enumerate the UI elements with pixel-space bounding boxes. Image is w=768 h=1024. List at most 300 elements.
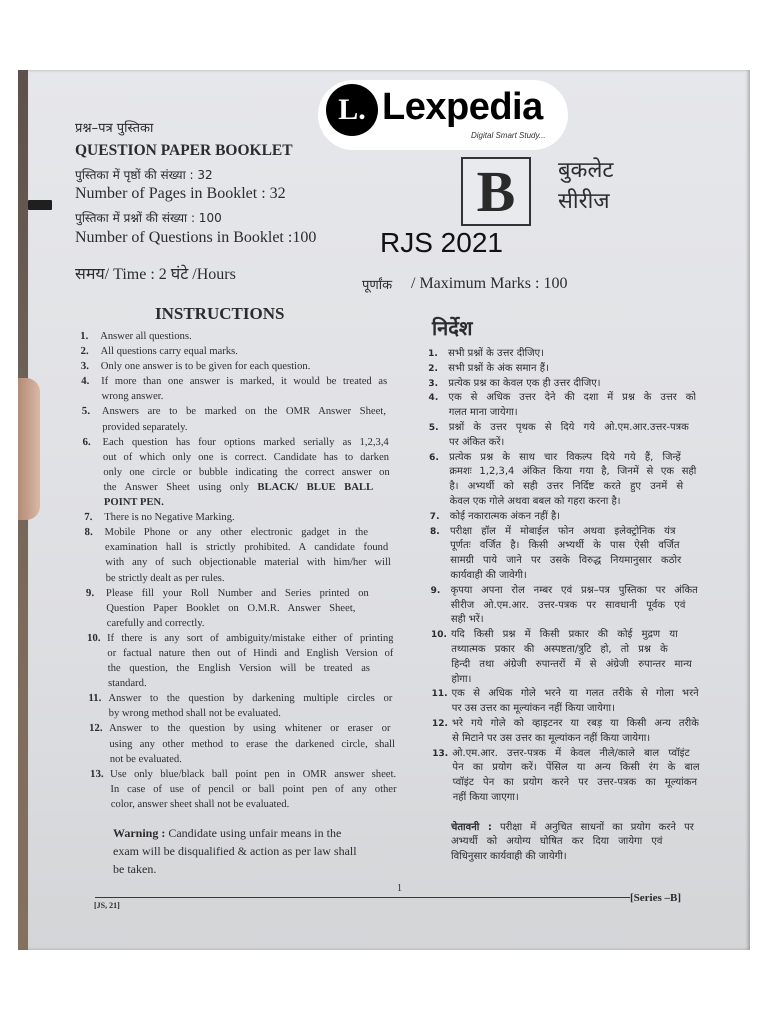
paper-code: [JS, 21] — [94, 901, 120, 910]
page-count-hindi: पुस्तिका में पृष्ठों की संख्या : 32 — [75, 168, 213, 182]
instruction-text — [102, 404, 389, 434]
series-letter-box: B — [461, 157, 531, 226]
instruction-hindi-number: 13. — [432, 748, 449, 759]
instruction-item — [81, 359, 387, 374]
instruction-number: 8. — [84, 525, 93, 538]
instruction-hindi-text — [448, 361, 695, 376]
instruction-segment: using any other method to erase the darkened circle, shall — [109, 738, 396, 750]
instruction-line — [102, 404, 388, 419]
exam-name: RJS 2021 — [380, 227, 503, 258]
instruction-hindi-segment: एक से अधिक गोले भरने या गलत तरीके से गोला भरने — [451, 687, 699, 699]
instruction-hindi-segment: सीरीज ओ.एम.आर. उत्तर-पत्रक पर सावधानी पूर्वक एवं — [450, 599, 686, 611]
instruction-hindi-item — [429, 421, 696, 451]
instruction-segment: Only one answer is to be given for each question. — [100, 360, 311, 372]
instruction-hindi-line-text — [452, 687, 699, 702]
instruction-hindi-line — [450, 569, 697, 584]
warning-hindi-line — [451, 821, 694, 836]
instruction-line — [103, 464, 389, 479]
instruction-hindi-line-text — [452, 746, 689, 761]
instruction-hindi-line-text — [451, 672, 471, 687]
instruction-hindi-line — [448, 376, 695, 391]
instruction-hindi-segment: प्रत्येक प्रश्न का केवल एक ही उत्तर दीजिए। — [448, 377, 601, 389]
warning-line-text — [113, 842, 357, 860]
instruction-hindi-segment: केवल एक गोले अथवा बबल को गहरा करना है। — [449, 495, 621, 507]
instruction-hindi-line — [450, 583, 697, 598]
instruction-text — [102, 434, 390, 509]
instruction-item — [82, 404, 389, 434]
instruction-hindi-item — [432, 746, 700, 805]
instruction-text — [107, 630, 394, 690]
instruction-hindi-line — [449, 421, 696, 436]
instruction-number: 2. — [80, 344, 89, 357]
instruction-item — [88, 691, 395, 721]
instruction-text — [104, 525, 391, 585]
instruction-hindi-line-text — [449, 406, 518, 421]
instruction-hindi-segment: ओ.एम.आर. उत्तर-पत्रक में केवल नीले/काले बाल प्वॉइंट — [452, 747, 690, 759]
instruction-line — [101, 389, 387, 404]
instruction-hindi-line-text — [448, 376, 600, 391]
instruction-hindi-line — [449, 406, 696, 421]
instruction-hindi-line-text — [449, 435, 504, 450]
instruction-hindi-segment: कोई नकारात्मक अंकन नहीं है। — [449, 510, 561, 522]
instruction-line — [106, 600, 392, 615]
question-count-hindi: पुस्तिका में प्रश्नों की संख्या : 100 — [75, 211, 222, 225]
instruction-segment: POINT PEN. — [103, 496, 164, 508]
instruction-number: 3. — [80, 359, 90, 372]
instruction-hindi-line-text — [448, 391, 695, 406]
instruction-segment: only one circle or bubble indicating the correct answer on — [103, 466, 390, 478]
instruction-segment: be strictly dealt as per rules. — [105, 572, 225, 583]
instruction-hindi-segment: कृपया अपना रोल नम्बर एवं प्रश्न–पत्र पुस्तिका पर अंकित — [450, 584, 698, 596]
instruction-line — [103, 479, 389, 494]
instruction-hindi-line — [450, 539, 697, 554]
instruction-line-text — [109, 736, 395, 751]
warning-line — [113, 824, 381, 842]
instruction-hindi-line-text — [449, 465, 696, 480]
instruction-line-text — [103, 464, 389, 479]
instruction-hindi-line — [453, 791, 700, 806]
instruction-hindi-item — [430, 524, 698, 583]
instruction-item — [84, 525, 391, 585]
instruction-hindi-segment: भरे गये गोले को व्हाइटनर या रबड़ या किसी अन्य तरीके — [451, 717, 699, 729]
instruction-hindi-line-text — [448, 347, 544, 362]
question-count: Number of Questions in Booklet :100 — [75, 229, 317, 246]
instruction-line — [105, 555, 391, 570]
warning-hindi-line — [451, 850, 694, 865]
instruction-hindi-line-text — [451, 598, 686, 613]
instruction-line-text — [102, 434, 388, 449]
instruction-hindi-line — [452, 776, 699, 791]
instruction-number: 6. — [82, 435, 91, 448]
warning-hindi-line — [451, 835, 694, 850]
instruction-hindi-text — [450, 509, 697, 524]
instruction-line-text — [100, 344, 238, 359]
series-label-hindi-line1: बुकलेट — [558, 158, 614, 183]
instruction-hindi-segment: से मिटाने पर उस उत्तर का मूल्यांकन नहीं किया जायेगा। — [452, 732, 651, 744]
instruction-line-text — [101, 389, 163, 404]
instruction-hindi-item — [430, 583, 697, 627]
instruction-item — [81, 374, 388, 404]
holding-thumb — [18, 378, 40, 520]
instruction-line-text — [107, 630, 393, 645]
warning-note — [113, 824, 381, 878]
instruction-segment: BLACK/ BLUE BALL — [257, 481, 374, 493]
warning-hindi-segment: विधिनुसार कार्यवाही की जायेगी। — [451, 850, 567, 862]
instruction-line-text — [110, 751, 182, 766]
instruction-item — [80, 329, 386, 344]
instruction-line-text — [102, 419, 188, 434]
instruction-hindi-line-text — [450, 524, 676, 539]
warning-line-text — [113, 824, 341, 842]
instruction-line — [108, 691, 394, 706]
instruction-line — [105, 540, 391, 555]
warning-hindi-segment: अभ्यर्थी को अयोग्य घोषित कर दिया जायेगा एवं — [451, 836, 663, 848]
instruction-hindi-line — [448, 391, 695, 406]
instruction-line-text — [110, 766, 396, 781]
max-marks-hindi: पूर्णांक — [362, 278, 393, 293]
instruction-line — [107, 630, 393, 645]
time-limit: समय/ Time : 2 घंटे /Hours — [75, 266, 236, 283]
instruction-segment: with any of such objectionable material with him/her will — [105, 556, 392, 568]
instruction-line — [109, 706, 395, 721]
instruction-segment: or factual nature then out of Hindi and English Version of — [107, 647, 394, 659]
instruction-hindi-segment: सभी प्रश्नों के उत्तर दीजिए। — [448, 347, 544, 359]
instruction-hindi-number: 4. — [428, 392, 439, 403]
instruction-hindi-line-text — [450, 509, 560, 524]
instruction-hindi-segment: होगा। — [451, 673, 472, 685]
instruction-item — [86, 585, 393, 630]
instruction-hindi-number: 2. — [428, 363, 438, 374]
instruction-number: 13. — [89, 767, 104, 780]
instruction-line — [107, 615, 393, 630]
instruction-hindi-text — [452, 717, 699, 747]
instruction-segment: Answer all questions. — [100, 330, 192, 342]
instruction-hindi-line-text — [450, 539, 680, 554]
instruction-hindi-segment: प्वॉइंट पेन का प्रयोग करने पर उत्तर-पत्रक का मूल्यांकन — [452, 776, 698, 788]
instruction-text — [101, 374, 388, 404]
instruction-number: 1. — [80, 329, 89, 342]
instruction-line — [101, 374, 387, 389]
instruction-segment: the question, the English Version will be treated as — [107, 662, 371, 674]
instruction-hindi-segment: पूर्णतः वर्जित है। किसी अभ्यर्थी के पास ऐसी वर्जित — [450, 539, 680, 551]
instruction-segment: If there is any sort of ambiguity/mistake either of printing — [106, 632, 394, 644]
instructions-list-hindi — [428, 347, 700, 806]
instruction-line — [106, 585, 392, 600]
instruction-item — [80, 344, 386, 359]
instruction-hindi-line-text — [451, 657, 692, 672]
instruction-text — [101, 359, 387, 374]
instruction-text — [109, 721, 396, 766]
instruction-hindi-segment: पेन का प्रयोग करें। पेंसिल या अन्य किसी रंग के बाल — [452, 761, 700, 773]
instruction-line-text — [106, 585, 369, 600]
instruction-line-text — [107, 645, 393, 660]
instruction-text — [104, 510, 390, 525]
instruction-hindi-segment: है। अभ्यर्थी को सही उत्तर निर्दिष्ट करते हुए उनमें से — [449, 480, 684, 492]
warning-line — [113, 842, 381, 860]
instruction-line-text — [108, 691, 392, 706]
instruction-line — [111, 796, 397, 811]
instruction-segment: out of which only one is correct. Candidate has to darken — [102, 451, 390, 463]
booklet-title-hindi: प्रश्न–पत्र पुस्तिका — [75, 121, 154, 136]
instruction-hindi-line-text — [450, 554, 681, 569]
warning-segment: Candidate using unfair means in the — [165, 826, 342, 840]
instruction-hindi-item — [428, 361, 695, 376]
booklet-title: QUESTION PAPER BOOKLET — [75, 142, 293, 159]
instruction-hindi-segment: पर उस उत्तर का मूल्यांकन नहीं किया जायेगा। — [451, 702, 615, 714]
warning-segment: be taken. — [113, 862, 157, 876]
instruction-hindi-segment: एक से अधिक उत्तर देने की दशा में प्रश्न के उत्तर को — [448, 391, 696, 403]
instruction-hindi-segment: सभी प्रश्नों के अंक समान हैं। — [448, 362, 549, 374]
instruction-hindi-number: 9. — [430, 585, 441, 596]
instruction-line — [110, 766, 396, 781]
instruction-line — [101, 359, 387, 374]
instruction-hindi-line — [452, 702, 699, 717]
instruction-hindi-text — [451, 628, 699, 687]
instruction-hindi-number: 1. — [428, 348, 438, 359]
instruction-hindi-segment: कार्यवाही की जावेगी। — [450, 569, 527, 581]
instruction-text — [100, 344, 386, 359]
instruction-line-text — [106, 600, 355, 615]
instruction-line — [109, 721, 395, 736]
instruction-line-text — [105, 540, 389, 555]
instruction-line — [104, 495, 390, 510]
instruction-item — [90, 766, 397, 811]
instruction-hindi-segment: यदि किसी प्रश्न में किसी प्रकार की कोई मुद्रण या — [450, 628, 678, 640]
page-number: 1 — [397, 883, 402, 894]
warning-hindi-segment: चेतावनी : — [451, 821, 492, 833]
warning-note-hindi — [451, 821, 694, 865]
binder-tab — [28, 200, 52, 210]
instruction-hindi-number: 5. — [428, 422, 439, 433]
instruction-hindi-number: 12. — [431, 718, 448, 729]
instruction-line-text — [103, 479, 373, 494]
instruction-line-text — [108, 661, 371, 676]
instruction-hindi-item — [429, 450, 697, 509]
instruction-hindi-line-text — [448, 361, 549, 376]
series-label-hindi-line2: सीरीज — [558, 189, 610, 214]
instruction-segment: Answer to the question by darkening multiple circles or — [108, 692, 393, 704]
instruction-line — [104, 525, 390, 540]
instruction-hindi-segment: नहीं किया जाएगा। — [452, 791, 519, 803]
instruction-line-text — [105, 570, 224, 585]
instruction-text — [110, 766, 397, 811]
instruction-hindi-text — [448, 347, 695, 362]
instruction-hindi-segment: पर अंकित करें। — [448, 436, 505, 448]
instruction-hindi-line — [452, 687, 699, 702]
instruction-segment: All questions carry equal marks. — [100, 345, 239, 357]
instruction-segment: carefully and correctly. — [106, 617, 205, 629]
instruction-hindi-line — [452, 761, 699, 776]
instruction-hindi-number: 11. — [431, 688, 448, 699]
instruction-hindi-line — [450, 554, 697, 569]
instruction-segment: not be evaluated. — [109, 753, 182, 765]
instruction-line — [105, 570, 391, 585]
instruction-number: 5. — [81, 404, 91, 417]
instruction-segment: provided separately. — [102, 421, 188, 433]
instruction-hindi-line — [450, 509, 697, 524]
instruction-item — [89, 721, 396, 766]
instruction-segment: There is no Negative Marking. — [104, 511, 235, 523]
instruction-line-text — [104, 525, 368, 540]
instruction-hindi-number: 10. — [430, 629, 448, 640]
instruction-hindi-segment: तथ्यात्मक प्रकार की अस्पष्टता/त्रुटि हो, तो प्रश्न के — [451, 643, 668, 655]
instruction-segment: Answers are to be marked on the OMR Answer Sheet, — [101, 405, 387, 417]
instruction-segment: color, answer sheet shall not be evaluated. — [110, 798, 290, 810]
instruction-hindi-number: 6. — [429, 452, 439, 463]
instruction-segment: Answer to the question by using whitener or eraser or — [108, 722, 391, 734]
instruction-line — [102, 419, 388, 434]
instructions-heading-hindi: निर्देश — [432, 316, 473, 340]
instruction-hindi-text — [450, 583, 697, 627]
footer-series: [Series –B] — [630, 892, 682, 904]
instruction-hindi-line — [448, 361, 695, 376]
instruction-hindi-segment: क्रमशः 1,2,3,4 अंकित किया गया है, जिनमें से एक सही — [449, 465, 697, 477]
instruction-line — [108, 661, 394, 676]
instruction-hindi-line — [451, 643, 698, 658]
warning-hindi-line-text — [451, 850, 567, 865]
instruction-line-text — [104, 495, 164, 510]
instruction-segment: Use only blue/black ball point pen in OMR answer sheet. — [109, 768, 397, 780]
instruction-number: 12. — [88, 721, 103, 734]
instruction-line-text — [111, 796, 290, 811]
instruction-hindi-line-text — [452, 761, 699, 776]
instruction-item — [82, 434, 390, 509]
instruction-hindi-line — [448, 347, 695, 362]
instruction-hindi-text — [448, 391, 695, 421]
instruction-hindi-line-text — [449, 421, 689, 436]
instruction-line — [104, 510, 390, 525]
instruction-line — [102, 434, 388, 449]
instruction-hindi-segment: सामग्री पाये जाने पर उसके विरुद्ध नियमानुसार कठोर — [450, 554, 682, 566]
instruction-line-text — [109, 706, 281, 721]
warning-hindi-line-text — [451, 835, 663, 850]
instruction-text — [100, 329, 386, 344]
instruction-hindi-line — [451, 628, 698, 643]
instruction-segment: Question Paper Booklet on O.M.R. Answer Sheet, — [106, 602, 356, 614]
instruction-hindi-line-text — [449, 480, 683, 495]
instruction-segment: In case of use of pencil or ball point pen of any other — [110, 783, 397, 795]
instruction-hindi-segment: परीक्षा हॉल में मोबाईल फोन अथवा इलेक्ट्रोनिक यंत्र — [449, 525, 676, 537]
instruction-hindi-item — [428, 376, 695, 391]
instructions-heading: INSTRUCTIONS — [155, 304, 285, 323]
instruction-segment: Please fill your Roll Number and Series printed on — [105, 587, 369, 599]
instruction-line-text — [103, 449, 389, 464]
instruction-hindi-line — [450, 524, 697, 539]
instruction-segment: If more than one answer is marked, it would be treated as — [101, 375, 388, 387]
instruction-line-text — [101, 359, 311, 374]
instruction-hindi-item — [428, 347, 695, 362]
instruction-hindi-line-text — [452, 731, 650, 746]
instruction-hindi-line-text — [453, 791, 519, 806]
warning-line — [113, 860, 381, 878]
instruction-line — [109, 736, 395, 751]
instruction-hindi-line — [451, 598, 698, 613]
instruction-hindi-line — [449, 465, 696, 480]
instruction-line-text — [109, 721, 391, 736]
instruction-line-text — [100, 329, 192, 344]
instruction-hindi-line — [452, 746, 699, 761]
warning-line-text — [113, 860, 156, 878]
logo-mark-icon: L. — [326, 84, 378, 136]
instruction-line — [110, 781, 396, 796]
instruction-text — [106, 585, 393, 630]
warning-hindi-segment: परीक्षा में अनुचित साधनों का प्रयोग करने पर — [491, 821, 694, 833]
instruction-hindi-text — [450, 524, 698, 583]
instruction-hindi-segment: सही भरें। — [450, 613, 484, 625]
instruction-hindi-number: 8. — [429, 526, 440, 537]
instruction-hindi-line-text — [450, 495, 621, 510]
instruction-hindi-line-text — [450, 583, 697, 598]
instruction-line-text — [105, 555, 391, 570]
logo-wordmark: Lexpedia — [382, 86, 543, 128]
instruction-text — [108, 691, 395, 721]
instruction-hindi-line-text — [451, 613, 484, 628]
logo-tagline: Digital Smart Study... — [471, 131, 546, 140]
instruction-number: 9. — [85, 586, 95, 599]
instruction-number: 11. — [88, 691, 102, 704]
instruction-item — [84, 510, 390, 525]
warning-hindi-line-text — [451, 821, 694, 836]
instruction-item — [87, 630, 394, 690]
instruction-hindi-line-text — [451, 628, 678, 643]
instruction-hindi-segment: प्रत्येक प्रश्न के साथ चार विकल्प दिये गये हैं, जिन्हें — [449, 451, 681, 463]
warning-segment: exam will be disqualified & action as per law shall — [113, 844, 357, 858]
instruction-line-text — [104, 510, 235, 525]
instruction-line-text — [108, 676, 147, 691]
instruction-line — [100, 344, 386, 359]
instruction-hindi-line — [451, 657, 698, 672]
instruction-hindi-item — [430, 509, 697, 524]
max-marks: / Maximum Marks : 100 — [411, 275, 568, 292]
instruction-hindi-segment: हिन्दी तथा अंग्रेजी रुपान्तरों में से अंग्रेजी रुपान्तर मान्य — [451, 658, 692, 670]
instruction-number: 7. — [84, 510, 93, 523]
instruction-hindi-number: 7. — [429, 511, 440, 522]
instruction-hindi-line-text — [452, 702, 615, 717]
instruction-hindi-line-text — [452, 776, 697, 791]
instruction-hindi-text — [452, 746, 700, 805]
instruction-hindi-number: 3. — [428, 378, 439, 389]
instruction-number: 4. — [81, 374, 90, 387]
instruction-line — [108, 676, 394, 691]
page-count: Number of Pages in Booklet : 32 — [75, 185, 286, 202]
warning-segment: Warning : — [113, 826, 166, 840]
instruction-hindi-line — [451, 672, 698, 687]
instruction-line — [100, 329, 386, 344]
instruction-hindi-line-text — [449, 450, 681, 465]
instruction-hindi-item — [432, 717, 699, 747]
instruction-segment: Mobile Phone or any other electronic gadget in the — [104, 526, 369, 538]
instruction-number: 10. — [86, 631, 101, 644]
instructions-list — [80, 329, 397, 812]
instruction-line-text — [107, 615, 205, 630]
instruction-line — [110, 751, 396, 766]
instruction-segment: the Answer Sheet using only — [103, 481, 258, 493]
instruction-hindi-line — [450, 495, 697, 510]
instruction-hindi-line — [449, 435, 696, 450]
instruction-hindi-text — [452, 687, 699, 717]
instruction-hindi-line — [451, 613, 698, 628]
instruction-hindi-text — [448, 376, 695, 391]
instruction-hindi-line-text — [451, 643, 668, 658]
instruction-segment: examination hall is strictly prohibited. A candidate found — [104, 541, 389, 553]
instruction-line-text — [110, 781, 396, 796]
instruction-hindi-item — [432, 687, 699, 717]
instruction-line — [107, 645, 393, 660]
instruction-hindi-line — [449, 480, 696, 495]
instruction-hindi-segment: प्रश्नों के उत्तर पृथक से दिये गये ओ.एम.आर.उत्तर-पत्रक — [448, 421, 689, 433]
instruction-hindi-segment: गलत माना जायेगा। — [448, 406, 518, 418]
instruction-line — [103, 449, 389, 464]
